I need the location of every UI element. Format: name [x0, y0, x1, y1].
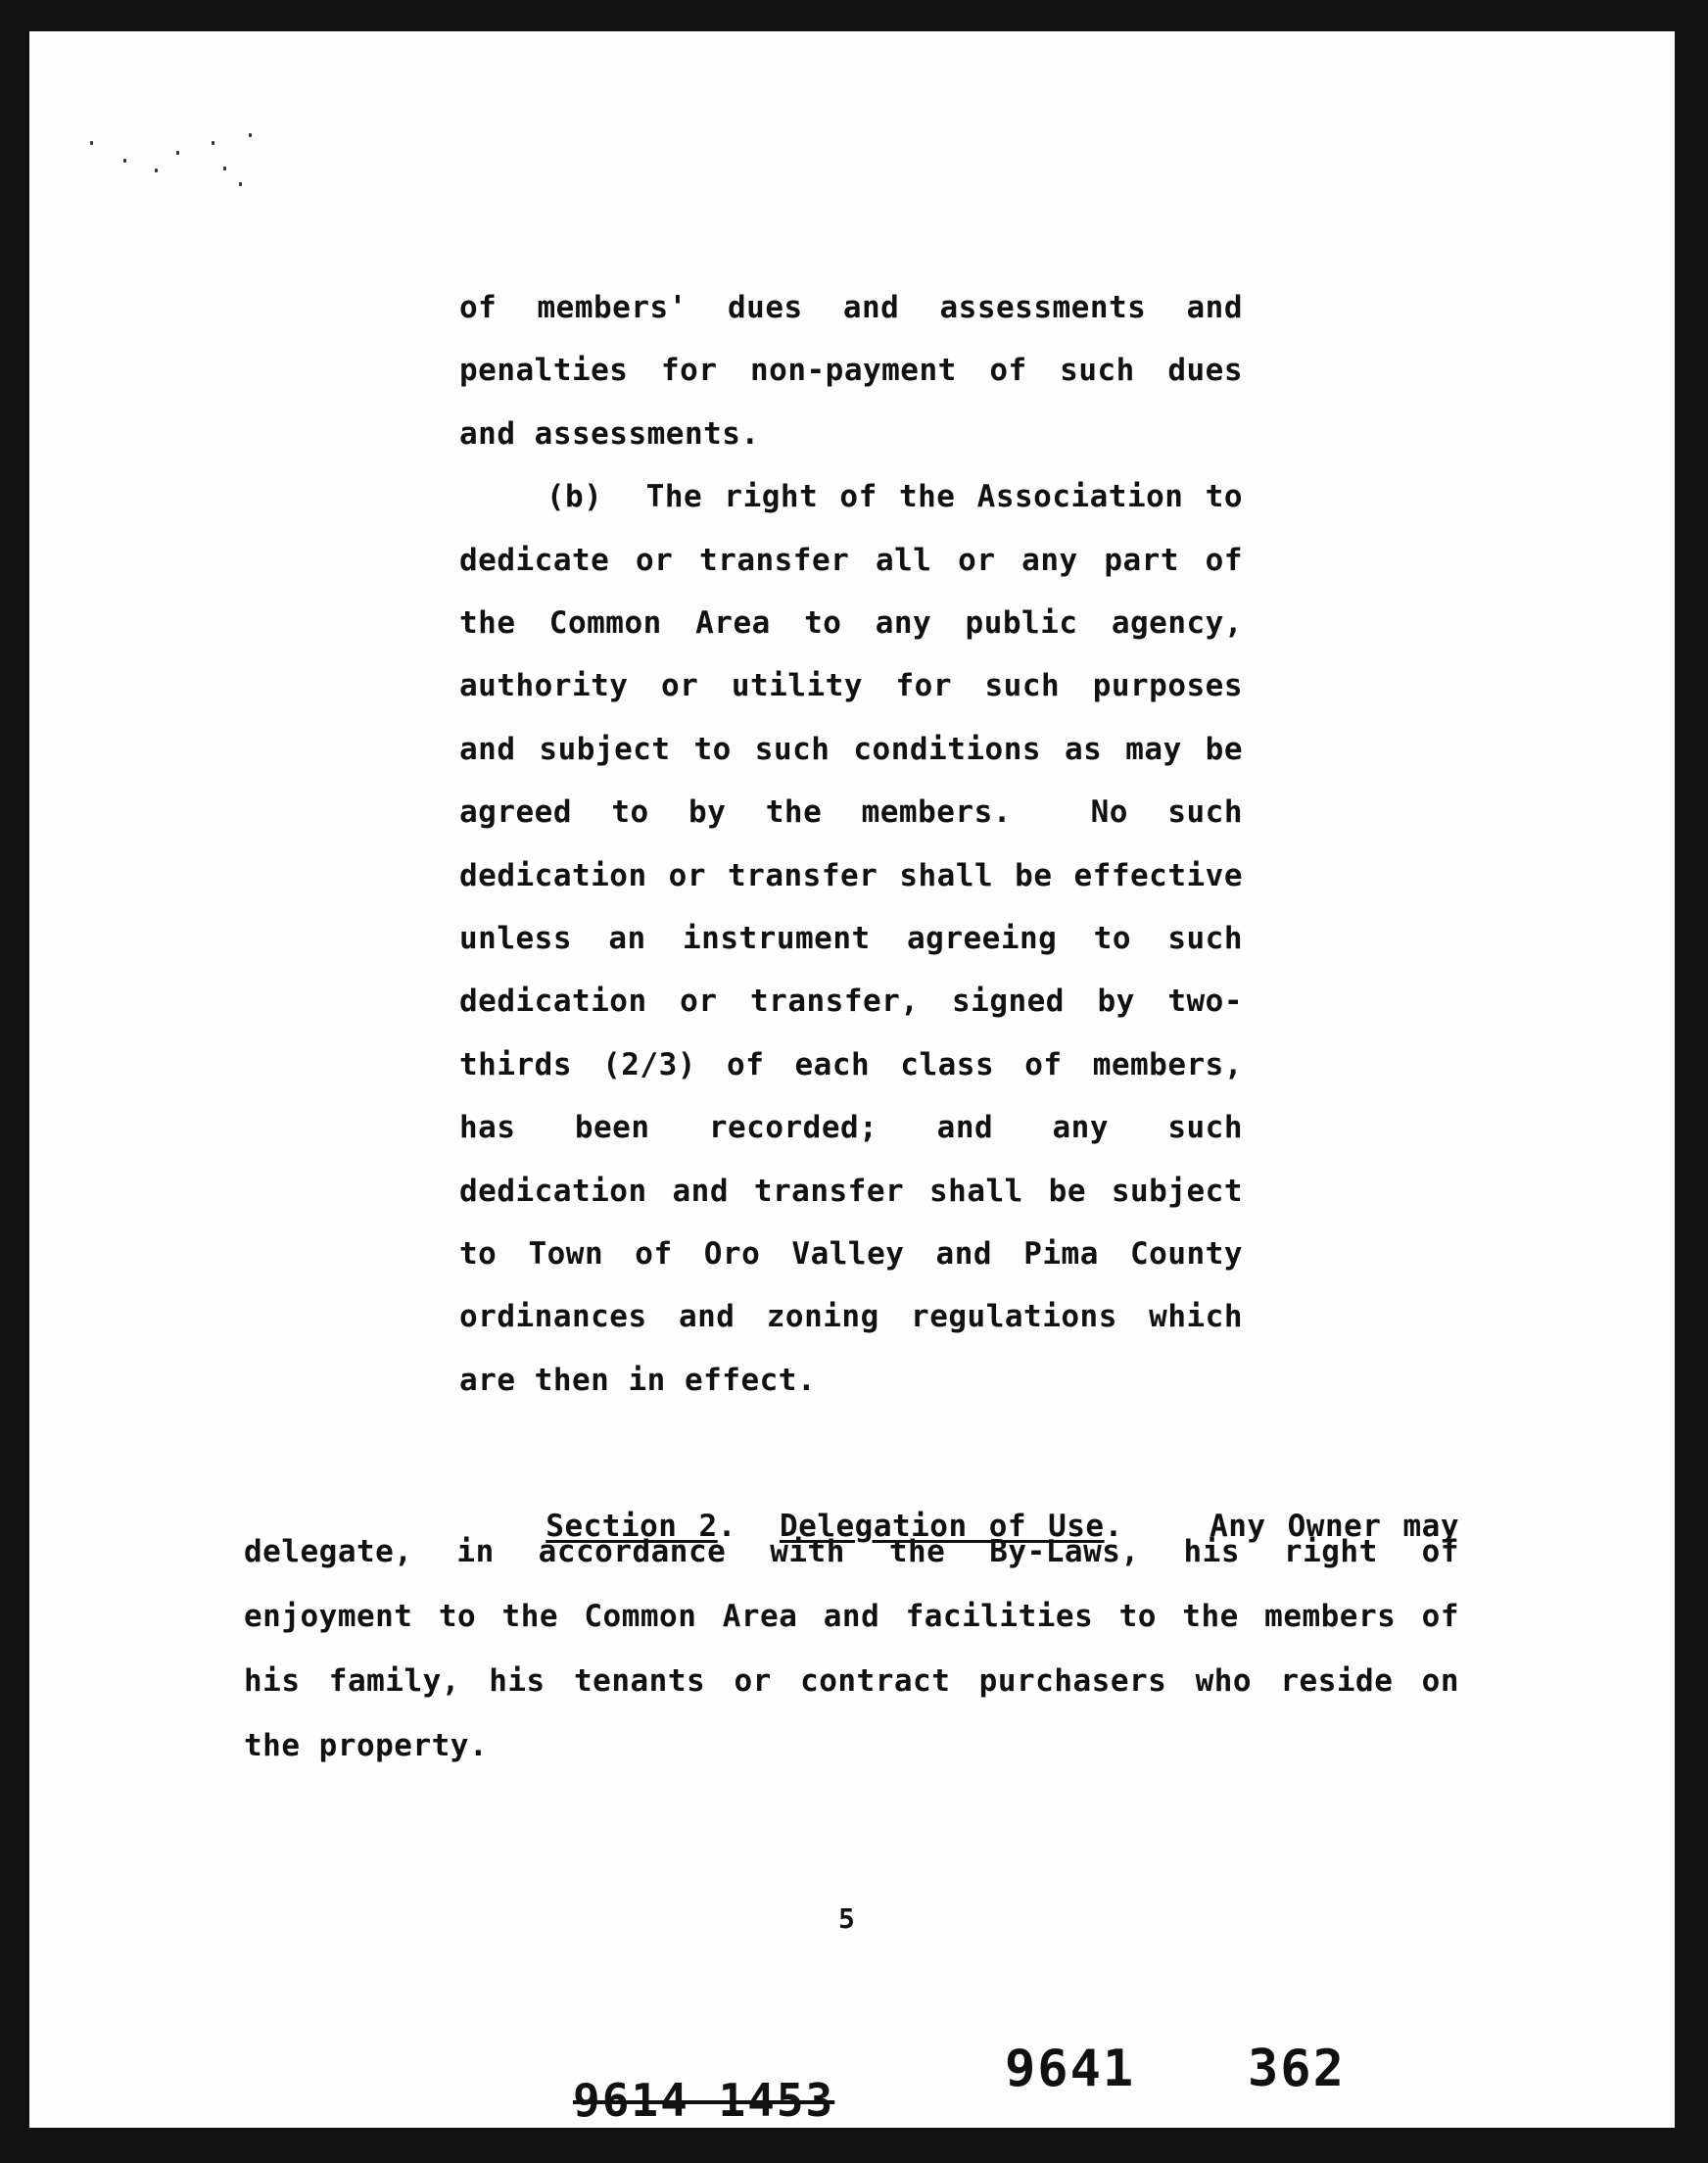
text-line: delegate, in accordance with the By-Laws, his right of: [244, 1534, 1459, 1569]
section-title: Delegation of Use: [780, 1509, 1105, 1544]
text-line: are then in effect.: [459, 1362, 817, 1398]
scan-speck: [123, 159, 126, 163]
document-page: [29, 31, 1675, 2128]
text-line: and subject to such conditions as may be: [459, 731, 1243, 767]
text-line: dedication or transfer shall be effective: [459, 857, 1243, 893]
text-line: to Town of Oro Valley and Pima County: [459, 1236, 1243, 1272]
scan-speck: [155, 168, 158, 172]
text-line: the Common Area to any public agency,: [459, 605, 1243, 641]
recording-book-number: 9641: [1005, 2040, 1136, 2098]
text-line: dedicate or transfer all or any part of: [459, 542, 1243, 578]
struck-recording-stamp: 9614 1453: [573, 2074, 835, 2127]
recording-page-number: 362: [1248, 2040, 1346, 2098]
text-line: dedication or transfer, signed by two-: [459, 984, 1243, 1020]
text-line: ordinances and zoning regulations which: [459, 1299, 1243, 1335]
section-label: Section 2: [546, 1509, 718, 1544]
text-line: thirds (2/3) of each class of members,: [459, 1046, 1243, 1082]
scan-speck: [90, 141, 93, 145]
text-line: his family, his tenants or contract purchasers who reside on: [244, 1663, 1459, 1699]
text-line: the property.: [244, 1728, 489, 1763]
page-number: 5: [838, 1902, 855, 1935]
text-line: penalties for non-payment of such dues: [459, 353, 1243, 389]
section-2-heading-line: Section 2. Delegation of Use. Any Owner may: [546, 1509, 1460, 1544]
scan-speck: [239, 182, 242, 186]
text-line: of members' dues and assessments and: [459, 290, 1243, 325]
text-line: and assessments.: [459, 415, 760, 452]
text-line: dedication and transfer shall be subject: [459, 1173, 1243, 1209]
scan-speck: [212, 141, 214, 145]
scan-speck: [176, 151, 179, 155]
text-line: (b) The right of the Association to: [459, 479, 1243, 515]
scan-speck: [249, 133, 252, 137]
text-line: unless an instrument agreeing to such: [459, 921, 1243, 956]
section-first-line-rest: Any Owner may: [1210, 1509, 1460, 1544]
text-line: enjoyment to the Common Area and facilities to the members of: [244, 1599, 1459, 1634]
text-line: has been recorded; and any such: [459, 1110, 1243, 1146]
text-line: agreed to by the members. No such: [459, 794, 1243, 831]
text-line: authority or utility for such purposes: [459, 668, 1243, 704]
scan-speck: [223, 167, 226, 170]
